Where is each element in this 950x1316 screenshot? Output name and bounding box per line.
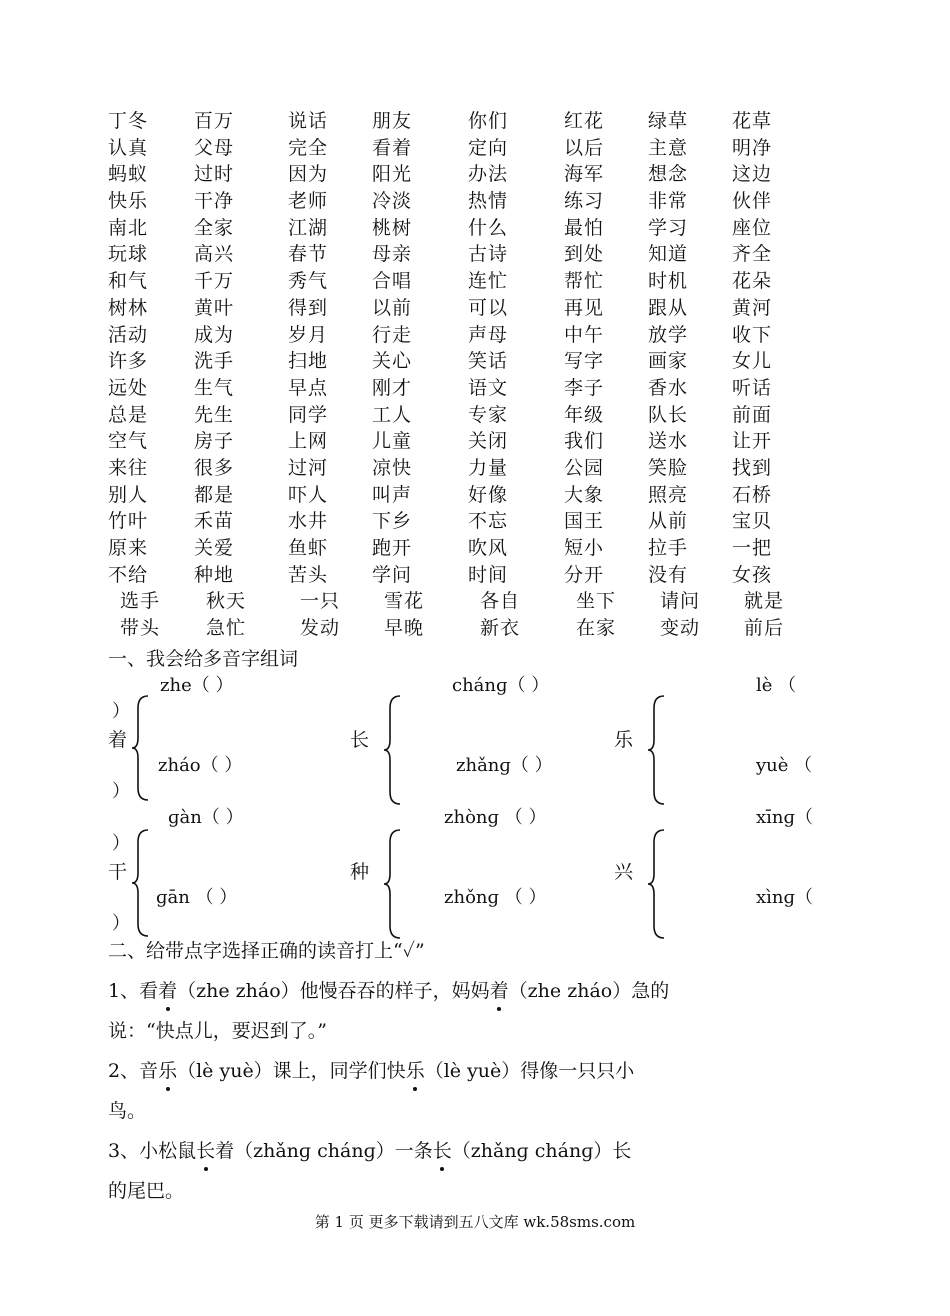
vocab-word: 全家	[194, 216, 235, 239]
reading-xing1: xīnɡ（	[756, 807, 814, 828]
vocab-word: 得到	[288, 296, 329, 319]
vocab-row	[108, 455, 798, 482]
vocab-word: 江湖	[288, 216, 329, 239]
vocab-word: 黄叶	[194, 296, 235, 319]
wrap-paren: ）	[112, 781, 130, 802]
vocab-word: 禾苗	[194, 510, 235, 533]
vocab-word: 跑开	[372, 537, 413, 559]
vocab-word: 前后	[744, 617, 785, 640]
vocab-row	[108, 562, 798, 589]
vocab-word: 连忙	[468, 270, 509, 293]
vocab-word: 千万	[194, 270, 235, 293]
vocab-word: 找到	[732, 456, 773, 479]
brace-icon	[130, 694, 152, 802]
vocab-word: 非常	[648, 190, 689, 213]
vocab-word: 阳光	[372, 163, 413, 186]
dotted-char: 长	[432, 1140, 452, 1162]
vocab-row	[108, 215, 798, 242]
vocab-word: 拉手	[648, 537, 689, 559]
vocab-word: 学习	[648, 216, 689, 239]
vocab-word: 树林	[108, 296, 149, 319]
vocab-word: 吓人	[288, 483, 329, 506]
vocab-row	[108, 268, 798, 295]
vocab-word: 大象	[564, 483, 605, 506]
reading-gan1: ɡān （ ）	[156, 887, 238, 908]
vocab-word: 没有	[648, 563, 689, 586]
page-footer: 第 1 页 更多下载请到五八文库 wk.58sms.com	[314, 1213, 636, 1231]
vocab-word: 李子	[564, 376, 605, 399]
vocab-row	[108, 348, 798, 375]
vocab-word: 可以	[468, 296, 509, 319]
polyphone-char-zhe: 着	[108, 729, 128, 751]
vocab-word: 房子	[194, 430, 235, 453]
polyphone-char-gan: 干	[108, 861, 128, 883]
vocab-row	[108, 108, 798, 135]
vocab-row	[108, 482, 798, 509]
polyphone-char-xing: 兴	[614, 861, 634, 883]
vocab-word: 认真	[108, 136, 149, 159]
vocab-word: 帮忙	[564, 270, 605, 293]
vocab-word: 女孩	[732, 563, 773, 586]
wrap-paren: ）	[112, 833, 130, 854]
vocab-row	[108, 322, 798, 349]
vocab-word: 许多	[108, 350, 149, 373]
vocab-word: 分开	[564, 563, 605, 586]
reading-zhao: zháo（ ）	[158, 755, 243, 776]
vocab-word: 时间	[468, 563, 509, 586]
vocab-word: 收下	[732, 323, 773, 346]
vocab-word: 很多	[194, 456, 235, 479]
vocab-word: 看着	[372, 136, 413, 159]
vocab-word: 桃树	[372, 216, 413, 239]
polyphone-char-le: 乐	[614, 729, 634, 751]
vocab-word: 队长	[648, 403, 689, 426]
vocab-word: 年级	[564, 403, 605, 426]
brace-icon	[382, 694, 404, 806]
vocab-word: 蚂蚁	[108, 163, 149, 186]
sentence-2-line2: 鸟。	[108, 1100, 147, 1122]
section1-title: 一、我会给多音字组词	[108, 648, 299, 670]
vocab-word: 热情	[468, 190, 509, 213]
vocab-word: 关闭	[468, 430, 509, 453]
vocab-word: 古诗	[468, 243, 509, 266]
vocab-word: 红花	[564, 110, 605, 132]
vocab-word: 发动	[300, 617, 341, 640]
reading-zhe: zhe（ ）	[160, 675, 234, 696]
brace-icon	[646, 694, 668, 806]
vocab-word: 行走	[372, 323, 413, 346]
vocab-row	[108, 161, 798, 188]
brace-icon	[646, 828, 668, 940]
vocab-word: 绿草	[648, 110, 689, 132]
sentence-3: 3、小松鼠长着（zhǎnɡ chánɡ）一条长（zhǎnɡ chánɡ）长	[108, 1140, 632, 1162]
polyphone-char-chang: 长	[350, 729, 370, 751]
reading-zhang: zhǎnɡ（ ）	[456, 755, 553, 776]
dotted-char: 乐	[158, 1060, 178, 1082]
vocab-row	[108, 535, 798, 562]
vocab-word: 我们	[564, 430, 605, 453]
vocab-word: 快乐	[108, 190, 149, 213]
vocab-word: 以前	[372, 296, 413, 319]
vocab-word: 下乡	[372, 510, 413, 533]
vocab-word: 鱼虾	[288, 537, 329, 559]
vocab-word: 竹叶	[108, 510, 149, 533]
reading-zhong4: zhònɡ （ ）	[444, 807, 547, 828]
vocab-word: 一只	[300, 590, 341, 613]
vocab-row	[108, 402, 798, 429]
vocab-word: 各自	[480, 590, 521, 613]
vocab-word: 急忙	[206, 617, 247, 640]
vocab-row	[108, 508, 798, 535]
dotted-char: 长	[196, 1140, 216, 1162]
vocab-word: 关爱	[194, 537, 235, 559]
vocab-word: 工人	[372, 403, 413, 426]
vocab-word: 笑脸	[648, 456, 689, 479]
vocab-word: 前面	[732, 403, 773, 426]
vocab-word: 从前	[648, 510, 689, 533]
vocab-word: 在家	[576, 617, 617, 640]
vocab-word: 让开	[732, 430, 773, 453]
vocab-word: 活动	[108, 323, 149, 346]
vocab-word: 过河	[288, 456, 329, 479]
vocab-word: 力量	[468, 456, 509, 479]
vocab-word: 到处	[564, 243, 605, 266]
vocab-word: 雪花	[384, 590, 425, 613]
vocab-word: 儿童	[372, 430, 413, 453]
dotted-char: 着	[489, 980, 509, 1002]
vocab-row	[108, 375, 798, 402]
vocab-word: 朋友	[372, 110, 413, 132]
vocab-row	[108, 428, 798, 455]
vocab-word: 带头	[120, 617, 161, 640]
vocab-word: 以后	[564, 136, 605, 159]
vocab-word: 百万	[194, 110, 235, 132]
vocab-word: 秀气	[288, 270, 329, 293]
vocab-word: 春节	[288, 243, 329, 266]
vocab-word: 岁月	[288, 323, 329, 346]
vocab-word: 早晚	[384, 617, 425, 640]
vocab-word: 关心	[372, 350, 413, 373]
vocab-word: 不给	[108, 563, 149, 586]
vocab-word: 花朵	[732, 270, 773, 293]
brace-icon	[382, 828, 404, 940]
reading-xing4: xìnɡ（	[756, 887, 814, 908]
vocab-word: 香水	[648, 376, 689, 399]
vocab-word: 都是	[194, 483, 235, 506]
vocab-word: 原来	[108, 537, 149, 559]
vocab-row	[108, 295, 798, 322]
vocab-row	[108, 615, 798, 642]
vocab-word: 短小	[564, 537, 605, 559]
vocab-word: 最怕	[564, 216, 605, 239]
vocab-word: 苦头	[288, 563, 329, 586]
vocab-word: 画家	[648, 350, 689, 373]
vocab-word: 和气	[108, 270, 149, 293]
brace-icon	[130, 828, 152, 938]
vocab-word: 丁冬	[108, 110, 149, 132]
sentence-3-line2: 的尾巴。	[108, 1180, 185, 1202]
vocab-word: 早点	[288, 376, 329, 399]
reading-le: lè （	[756, 675, 797, 696]
vocab-word: 照亮	[648, 483, 689, 506]
vocab-word: 同学	[288, 403, 329, 426]
vocab-word: 冷淡	[372, 190, 413, 213]
vocab-word: 海军	[564, 163, 605, 186]
reading-chang: chánɡ（ ）	[452, 675, 550, 696]
vocab-word: 先生	[194, 403, 235, 426]
vocab-word: 座位	[732, 216, 773, 239]
vocab-word: 玩球	[108, 243, 149, 266]
vocab-word: 父母	[194, 136, 235, 159]
vocab-word: 学问	[372, 563, 413, 586]
vocab-word: 语文	[468, 376, 509, 399]
reading-yue: yuè （	[756, 755, 813, 776]
vocab-word: 什么	[468, 216, 509, 239]
vocab-word: 干净	[194, 190, 235, 213]
vocab-word: 过时	[194, 163, 235, 186]
vocab-word: 专家	[468, 403, 509, 426]
vocab-word: 公园	[564, 456, 605, 479]
vocab-word: 国王	[564, 510, 605, 533]
vocab-word: 主意	[648, 136, 689, 159]
vocab-word: 听话	[732, 376, 773, 399]
vocab-word: 一把	[732, 537, 773, 559]
vocab-word: 定向	[468, 136, 509, 159]
vocab-word: 刚才	[372, 376, 413, 399]
wrap-paren: ）	[112, 913, 130, 934]
vocab-word: 再见	[564, 296, 605, 319]
sentence-2: 2、音乐（lè yuè）课上，同学们快乐（lè yuè）得像一只只小	[108, 1060, 635, 1082]
vocab-word: 新衣	[480, 617, 521, 640]
vocab-word: 水井	[288, 510, 329, 533]
vocab-word: 齐全	[732, 243, 773, 266]
vocab-row	[108, 588, 798, 615]
vocab-word: 时机	[648, 270, 689, 293]
vocab-word: 说话	[288, 110, 329, 132]
vocab-word: 母亲	[372, 243, 413, 266]
polyphone-char-zhong: 种	[350, 861, 370, 883]
vocab-row	[108, 188, 798, 215]
vocab-word: 女儿	[732, 350, 773, 373]
vocab-word: 石桥	[732, 483, 773, 506]
vocab-word: 叫声	[372, 483, 413, 506]
vocab-word: 伙伴	[732, 190, 773, 213]
vocab-word: 空气	[108, 430, 149, 453]
vocab-word: 因为	[288, 163, 329, 186]
vocab-word: 就是	[744, 590, 785, 613]
vocab-word: 黄河	[732, 296, 773, 319]
vocab-word: 你们	[468, 110, 509, 132]
vocab-word: 明净	[732, 136, 773, 159]
vocab-word: 请问	[660, 590, 701, 613]
vocab-word: 坐下	[576, 590, 617, 613]
vocab-word: 放学	[648, 323, 689, 346]
vocab-word: 吹风	[468, 537, 509, 559]
vocab-word: 生气	[194, 376, 235, 399]
vocab-word: 成为	[194, 323, 235, 346]
vocabulary-grid	[108, 108, 798, 642]
vocab-word: 办法	[468, 163, 509, 186]
vocab-word: 笑话	[468, 350, 509, 373]
sentence-1: 1、看着（zhe zháo）他慢吞吞的样子，妈妈着（zhe zháo）急的	[108, 980, 670, 1002]
vocab-word: 远处	[108, 376, 149, 399]
vocab-word: 来往	[108, 456, 149, 479]
reading-gan4: ɡàn（ ）	[168, 807, 244, 828]
vocab-word: 凉快	[372, 456, 413, 479]
vocab-word: 洗手	[194, 350, 235, 373]
vocab-word: 想念	[648, 163, 689, 186]
vocab-word: 知道	[648, 243, 689, 266]
vocab-word: 上网	[288, 430, 329, 453]
vocab-word: 高兴	[194, 243, 235, 266]
vocab-word: 练习	[564, 190, 605, 213]
vocab-word: 总是	[108, 403, 149, 426]
vocab-word: 变动	[660, 617, 701, 640]
vocab-word: 花草	[732, 110, 773, 132]
vocab-word: 这边	[732, 163, 773, 186]
vocab-word: 跟从	[648, 296, 689, 319]
vocab-word: 中午	[564, 323, 605, 346]
vocab-word: 别人	[108, 483, 149, 506]
vocab-word: 秋天	[206, 590, 247, 613]
vocab-row	[108, 135, 798, 162]
dotted-char: 着	[158, 980, 178, 1002]
vocab-word: 扫地	[288, 350, 329, 373]
vocab-word: 种地	[194, 563, 235, 586]
vocab-row	[108, 241, 798, 268]
vocab-word: 老师	[288, 190, 329, 213]
vocab-word: 完全	[288, 136, 329, 159]
vocab-word: 合唱	[372, 270, 413, 293]
section2-title: 二、给带点字选择正确的读音打上“✓”	[108, 940, 425, 962]
wrap-paren: ）	[112, 701, 130, 722]
vocab-word: 选手	[120, 590, 161, 613]
vocab-word: 送水	[648, 430, 689, 453]
dotted-char: 乐	[405, 1060, 425, 1082]
vocab-word: 写字	[564, 350, 605, 373]
vocab-word: 声母	[468, 323, 509, 346]
vocab-word: 南北	[108, 216, 149, 239]
vocab-word: 好像	[468, 483, 509, 506]
vocab-word: 宝贝	[732, 510, 773, 533]
vocab-word: 不忘	[468, 510, 509, 533]
reading-zhong3: zhǒnɡ （ ）	[444, 887, 547, 908]
sentence-1-line2: 说：“快点儿，要迟到了。”	[108, 1020, 327, 1042]
